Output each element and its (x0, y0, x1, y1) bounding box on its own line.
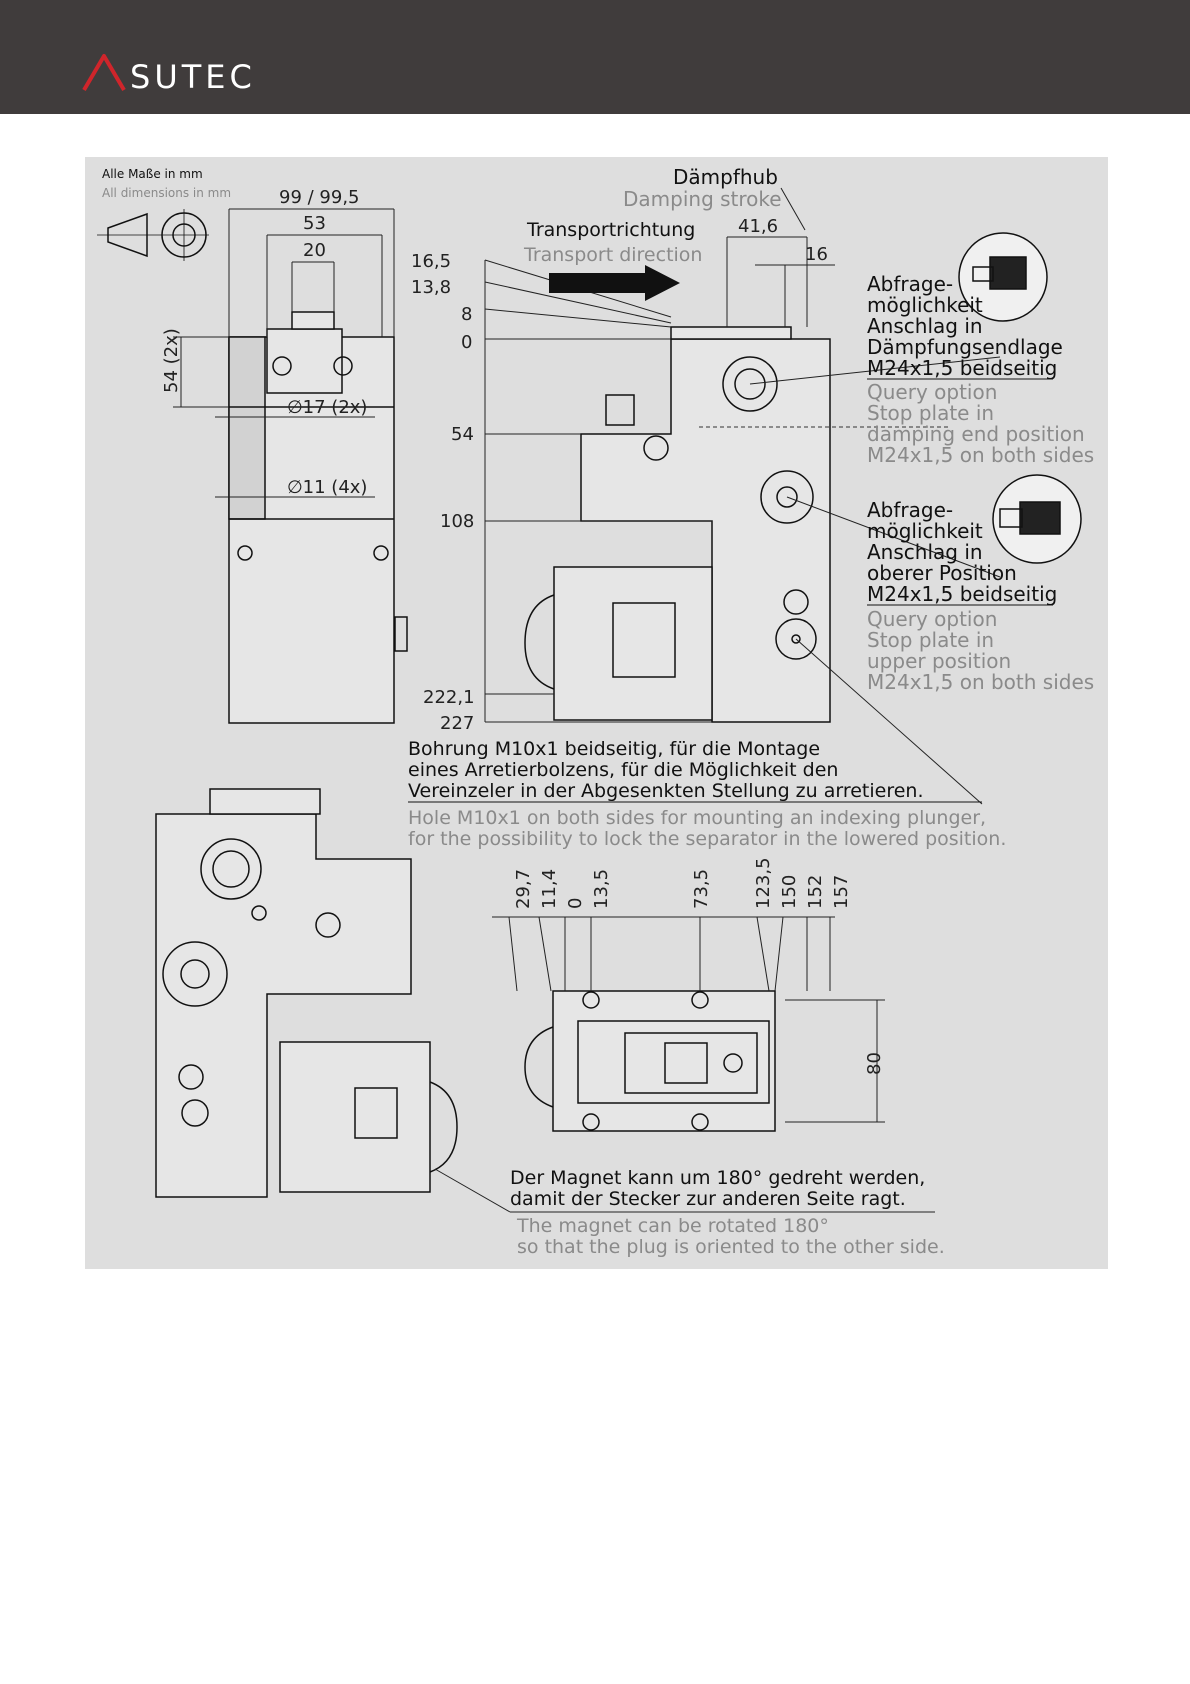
dim-v-108: 108 (440, 511, 475, 532)
bore-de-line3: Vereinzeler in der Abgesenkten Stellung zu arretieren. (408, 780, 924, 802)
bore-en-line1: Hole M10x1 on both sides for mounting an indexing plunger, (408, 807, 987, 829)
dim-v-0: 0 (461, 332, 473, 353)
label-damping-de: Dämpfhub (673, 165, 778, 189)
dim-h-157: 157 (831, 874, 852, 909)
label-transport-en: Transport direction (524, 244, 703, 266)
magnet-en-line1: The magnet can be rotated 180° (517, 1215, 829, 1237)
query2-en-line2: Stop plate in (867, 628, 995, 652)
bore-note-text (408, 738, 1006, 850)
label-transport-de: Transportrichtung (527, 219, 696, 241)
query2-de-line1: Abfrage- (867, 498, 954, 522)
bore-en-line2: for the possibility to lock the separator in the lowered position. (408, 828, 1007, 850)
query2-en-line4: M24x1,5 on both sides (867, 670, 1095, 694)
side-view (229, 312, 407, 723)
logo-text: SUTEC (130, 58, 256, 94)
dim-h-0: 0 (565, 897, 586, 909)
dim-v-8: 8 (461, 304, 473, 325)
query2-de-line2: möglichkeit (867, 519, 983, 543)
query1-en-line4: M24x1,5 on both sides (867, 443, 1095, 467)
dim-v-13-8: 13,8 (411, 277, 452, 298)
asutec-logo (82, 52, 302, 94)
dim-v-222-1: 222,1 (423, 687, 475, 708)
dim-width-20: 20 (303, 240, 326, 261)
dim-depth-80: 80 (864, 1052, 885, 1075)
technical-drawing-panel (85, 157, 1108, 1269)
query2-de-line4: oberer Position (867, 561, 1017, 585)
dim-h-152: 152 (805, 874, 826, 909)
dim-stroke-16: 16 (805, 244, 828, 265)
query-option-1-text (867, 272, 1094, 467)
query1-de-line5: M24x1,5 beidseitig (867, 356, 1058, 380)
bore-de-line2: eines Arretierbolzens, für die Möglichkeit den (408, 759, 839, 781)
query1-de-line4: Dämpfungsendlage (867, 335, 1063, 359)
dim-dia-17: ∅17 (2x) (287, 397, 368, 418)
query2-en-line1: Query option (867, 607, 998, 631)
units-note-en: All dimensions in mm (102, 186, 232, 200)
top-view (525, 991, 775, 1131)
query2-de-line5: M24x1,5 beidseitig (867, 582, 1058, 606)
dim-h-150: 150 (779, 874, 800, 909)
units-note-de: Alle Maße in mm (102, 167, 203, 181)
header-bar (0, 0, 1190, 114)
dim-stroke-41-6: 41,6 (738, 216, 779, 237)
magnet-de-line2: damit der Stecker zur anderen Seite ragt. (510, 1188, 906, 1210)
query2-de-line3: Anschlag in (867, 540, 983, 564)
query2-en-line3: upper position (867, 649, 1012, 673)
label-damping-en: Damping stroke (623, 187, 782, 211)
dim-v-54: 54 (451, 424, 474, 445)
dim-v-227: 227 (440, 713, 475, 734)
bore-de-line1: Bohrung M10x1 beidseitig, für die Montage (408, 738, 821, 760)
technical-drawing (85, 157, 1108, 1269)
dim-h-73-5: 73,5 (691, 868, 712, 909)
magnet-de-line1: Der Magnet kann um 180° gedreht werden, (510, 1167, 926, 1189)
query1-en-line3: damping end position (867, 422, 1085, 446)
dim-width-53: 53 (303, 213, 326, 234)
dim-h-29-7: 29,7 (513, 868, 534, 909)
detail-circle-upper-icon (993, 475, 1081, 563)
transport-direction-arrow-icon (549, 265, 680, 301)
rear-view (156, 789, 457, 1197)
magnet-en-line2: so that the plug is oriented to the other side. (517, 1236, 945, 1258)
query1-de-line2: möglichkeit (867, 293, 983, 317)
query1-en-line2: Stop plate in (867, 401, 995, 425)
dim-height-54-2x: 54 (2x) (161, 328, 182, 393)
dim-v-16-5: 16,5 (411, 251, 452, 272)
dim-h-123-5: 123,5 (753, 857, 774, 909)
dim-dia-11: ∅11 (4x) (287, 477, 368, 498)
projection-symbol-icon (97, 209, 209, 261)
dim-width-total: 99 / 99,5 (279, 187, 360, 208)
query1-de-line1: Abfrage- (867, 272, 954, 296)
front-view (525, 327, 830, 722)
query1-en-line1: Query option (867, 380, 998, 404)
dim-h-11-4: 11,4 (539, 868, 560, 909)
query1-de-line3: Anschlag in (867, 314, 983, 338)
dim-h-13-5: 13,5 (591, 868, 612, 909)
